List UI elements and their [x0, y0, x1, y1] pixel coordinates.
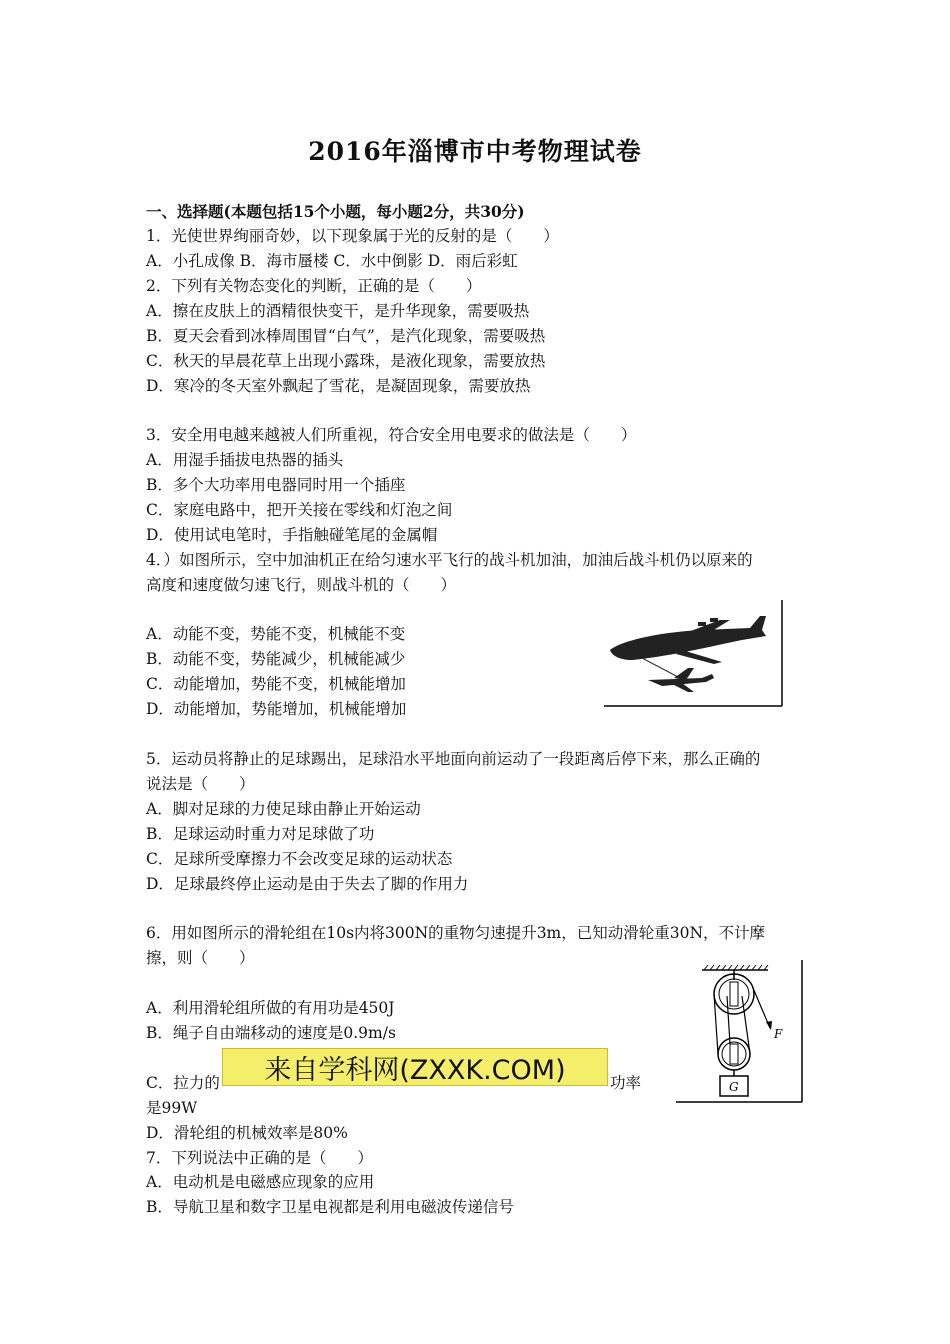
q6-stem-line2: 擦，则（ ） — [146, 949, 255, 967]
tanker-plane-icon — [610, 616, 766, 664]
q2-stem: 2．下列有关物态变化的判断，正确的是（ ） — [146, 277, 482, 295]
q4-option-b: B．动能不变，势能减少，机械能减少 — [146, 650, 406, 668]
weight-label: G — [729, 1080, 739, 1094]
q5-option-c: C．足球所受摩擦力不会改变足球的运动状态 — [146, 850, 453, 868]
q6-option-a: A．利用滑轮组所做的有用功是450J — [146, 999, 395, 1017]
fighter-jet-icon — [648, 668, 714, 692]
q5-option-a: A．脚对足球的力使足球由静止开始运动 — [146, 800, 421, 818]
q4-option-d: D．动能增加，势能增加，机械能增加 — [146, 700, 407, 718]
q2-option-c: C．秋天的早晨花草上出现小露珠，是液化现象，需要放热 — [146, 352, 546, 370]
q5-stem-line1: 5．运动员将静止的足球踢出，足球沿水平地面向前运动了一段距离后停下来，那么正确的 — [146, 750, 761, 768]
page-title: 2016年淄博市中考物理试卷 — [308, 137, 642, 166]
q2-option-b: B．夏天会看到冰棒周围冒“白气”，是汽化现象，需要吸热 — [146, 327, 546, 345]
q7-option-a: A．电动机是电磁感应现象的应用 — [146, 1173, 375, 1191]
q3-stem: 3．安全用电越来越被人们所重视，符合安全用电要求的做法是（ ） — [146, 426, 637, 444]
q4-option-c: C．动能增加，势能不变，机械能增加 — [146, 675, 406, 693]
q2-option-d: D．寒冷的冬天室外飘起了雪花，是凝固现象，需要放热 — [146, 377, 531, 395]
refueling-aircraft-figure — [602, 598, 784, 708]
q6-option-b: B．绳子自由端移动的速度是0.9m/s — [146, 1024, 396, 1042]
q5-stem-line2: 说法是（ ） — [146, 775, 255, 793]
q3-option-d: D．使用试电笔时，手指触碰笔尾的金属帽 — [146, 526, 438, 544]
section-heading: 一、选择题(本题包括15个小题，每小题2分，共30分) — [146, 202, 525, 221]
watermark-banner: 来自学科网(ZXXK.COM) — [222, 1048, 608, 1086]
q4-stem-line2: 高度和速度做匀速飞行，则战斗机的（ ） — [146, 576, 457, 594]
q7-stem: 7．下列说法中正确的是（ ） — [146, 1149, 373, 1167]
q3-option-c: C．家庭电路中，把开关接在零线和灯泡之间 — [146, 501, 453, 519]
q4-option-a: A．动能不变，势能不变，机械能不变 — [146, 625, 406, 643]
pulley-system-figure — [674, 958, 804, 1104]
q1-options: A．小孔成像 B．海市蜃楼 C．水中倒影 D．雨后彩虹 — [146, 252, 518, 270]
q6-stem-line1: 6．用如图所示的滑轮组在10s内将300N的重物匀速提升3m，已知动滑轮重30N，不计摩 — [146, 924, 766, 942]
q6-option-c-end: 功率 — [610, 1074, 642, 1092]
q6-option-c-continued: 是99W — [146, 1099, 198, 1117]
q2-option-a: A．擦在皮肤上的酒精很快变干，是升华现象，需要吸热 — [146, 302, 530, 320]
force-label: F — [774, 1027, 783, 1041]
q3-option-a: A．用湿手插拔电热器的插头 — [146, 451, 344, 469]
q7-option-b: B．导航卫星和数字卫星电视都是利用电磁波传递信号 — [146, 1198, 514, 1216]
q6-option-d: D．滑轮组的机械效率是80% — [146, 1124, 348, 1142]
q6-option-c-start: C．拉力的 — [146, 1074, 220, 1092]
q5-option-d: D．足球最终停止运动是由于失去了脚的作用力 — [146, 875, 469, 893]
q3-option-b: B．多个大功率用电器同时用一个插座 — [146, 476, 406, 494]
q4-stem-line1: 4．）如图所示，空中加油机正在给匀速水平飞行的战斗机加油，加油后战斗机仍以原来的 — [146, 551, 753, 569]
q1-stem: 1．光使世界绚丽奇妙，以下现象属于光的反射的是（ ） — [146, 227, 559, 245]
q5-option-b: B．足球运动时重力对足球做了功 — [146, 825, 375, 843]
